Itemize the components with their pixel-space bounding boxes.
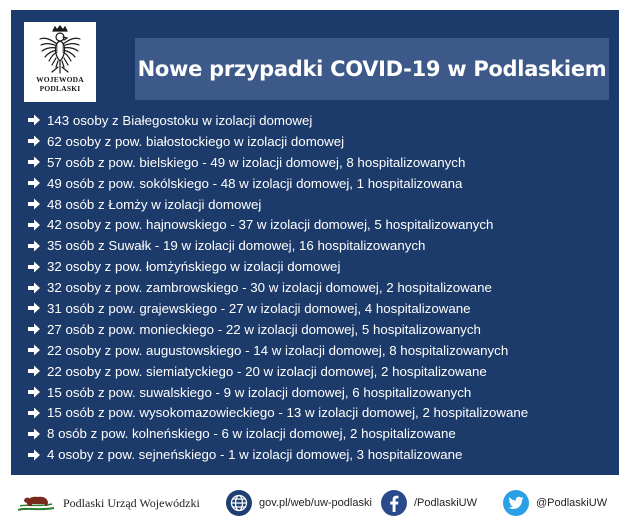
arrow-right-icon [27, 281, 41, 295]
arrow-right-icon [27, 322, 41, 336]
list-item [27, 277, 528, 298]
arrow-right-icon [27, 176, 41, 190]
list-item [27, 382, 528, 403]
twitter-handle: @PodlaskiUW [536, 497, 608, 509]
list-item [27, 173, 528, 194]
arrow-right-icon [27, 301, 41, 315]
list-item [27, 444, 528, 465]
case-list [27, 110, 528, 465]
arrow-right-icon [27, 239, 41, 253]
list-item [27, 131, 528, 152]
arrow-right-icon [27, 113, 41, 127]
arrow-right-icon [27, 343, 41, 357]
list-item-text: 15 osób z pow. suwalskiego - 9 w izolacji domowej, 6 hospitalizowanych [47, 384, 472, 400]
list-item-text: 57 osób z pow. bielskiego - 49 w izolacji domowej, 8 hospitalizowanych [47, 154, 466, 170]
crest-caption-line-2: PODLASKI [39, 84, 81, 93]
arrow-right-icon [27, 197, 41, 211]
website-url: gov.pl/web/uw-podlaski [259, 497, 372, 509]
arrow-right-icon [27, 218, 41, 232]
arrow-right-icon [27, 385, 41, 399]
list-item-text: 62 osoby z pow. białostockiego w izolacji domowej [47, 133, 345, 149]
list-item-text: 32 osoby z pow. zambrowskiego - 30 w izolacji domowej, 2 hospitalizowane [47, 280, 492, 296]
office-brand [16, 486, 200, 520]
footer [0, 478, 630, 528]
arrow-right-icon [27, 364, 41, 378]
bison-logo-icon [16, 492, 56, 514]
list-item-text: 31 osób z pow. grajewskiego - 27 w izolacji domowej, 4 hospitalizowane [47, 300, 471, 316]
eagle-crest-icon [38, 25, 82, 75]
voivode-crest [24, 22, 96, 102]
list-item-text: 48 osób z Łomży w izolacji domowej [47, 196, 262, 212]
twitter-icon [503, 490, 529, 516]
arrow-right-icon [27, 155, 41, 169]
page-title: Nowe przypadki COVID-19 w Podlaskiem [137, 57, 607, 81]
facebook-icon [381, 490, 407, 516]
list-item-text: 32 osoby z pow. łomżyńskiego w izolacji domowej [47, 259, 341, 275]
list-item [27, 340, 528, 361]
facebook-link[interactable] [381, 486, 477, 520]
list-item [27, 110, 528, 131]
list-item [27, 319, 528, 340]
list-item-text: 42 osoby z pow. hajnowskiego - 37 w izolacji domowej, 5 hospitalizowanych [47, 217, 494, 233]
list-item [27, 423, 528, 444]
list-item-text: 22 osoby z pow. siemiatyckiego - 20 w izolacji domowej, 2 hospitalizowane [47, 363, 487, 379]
list-item-text: 143 osoby z Białegostoku w izolacji domowej [47, 112, 313, 128]
crest-caption-line-1: WOJEWODA [36, 75, 84, 84]
list-item-text: 8 osób z pow. kolneńskiego - 6 w izolacji domowej, 2 hospitalizowane [47, 426, 456, 442]
list-item [27, 194, 528, 215]
list-item [27, 298, 528, 319]
list-item-text: 15 osób z pow. wysokomazowieckiego - 13 w izolacji domowej, 2 hospitalizowane [47, 405, 529, 421]
twitter-link[interactable] [503, 486, 607, 520]
arrow-right-icon [27, 260, 41, 274]
website-link[interactable] [226, 486, 372, 520]
list-item-text: 4 osoby z pow. sejneńskiego - 1 w izolacji domowej, 3 hospitalizowane [47, 447, 463, 463]
list-item [27, 235, 528, 256]
arrow-right-icon [27, 406, 41, 420]
arrow-right-icon [27, 134, 41, 148]
list-item-text: 35 osób z Suwałk - 19 w izolacji domowej, 16 hospitalizowanych [47, 238, 426, 254]
list-item [27, 402, 528, 423]
arrow-right-icon [27, 427, 41, 441]
list-item [27, 152, 528, 173]
list-item [27, 361, 528, 382]
list-item-text: 22 osoby z pow. augustowskiego - 14 w izolacji domowej, 8 hospitalizowanych [47, 342, 509, 358]
list-item-text: 27 osób z pow. monieckiego - 22 w izolacji domowej, 5 hospitalizowanych [47, 321, 481, 337]
globe-icon [226, 490, 252, 516]
list-item-text: 49 osób z pow. sokólskiego - 48 w izolacji domowej, 1 hospitalizowana [47, 175, 463, 191]
title-box [135, 38, 609, 100]
facebook-handle: /PodlaskiUW [414, 497, 477, 509]
list-item [27, 214, 528, 235]
office-name: Podlaski Urząd Wojewódzki [63, 495, 200, 510]
arrow-right-icon [27, 448, 41, 462]
list-item [27, 256, 528, 277]
